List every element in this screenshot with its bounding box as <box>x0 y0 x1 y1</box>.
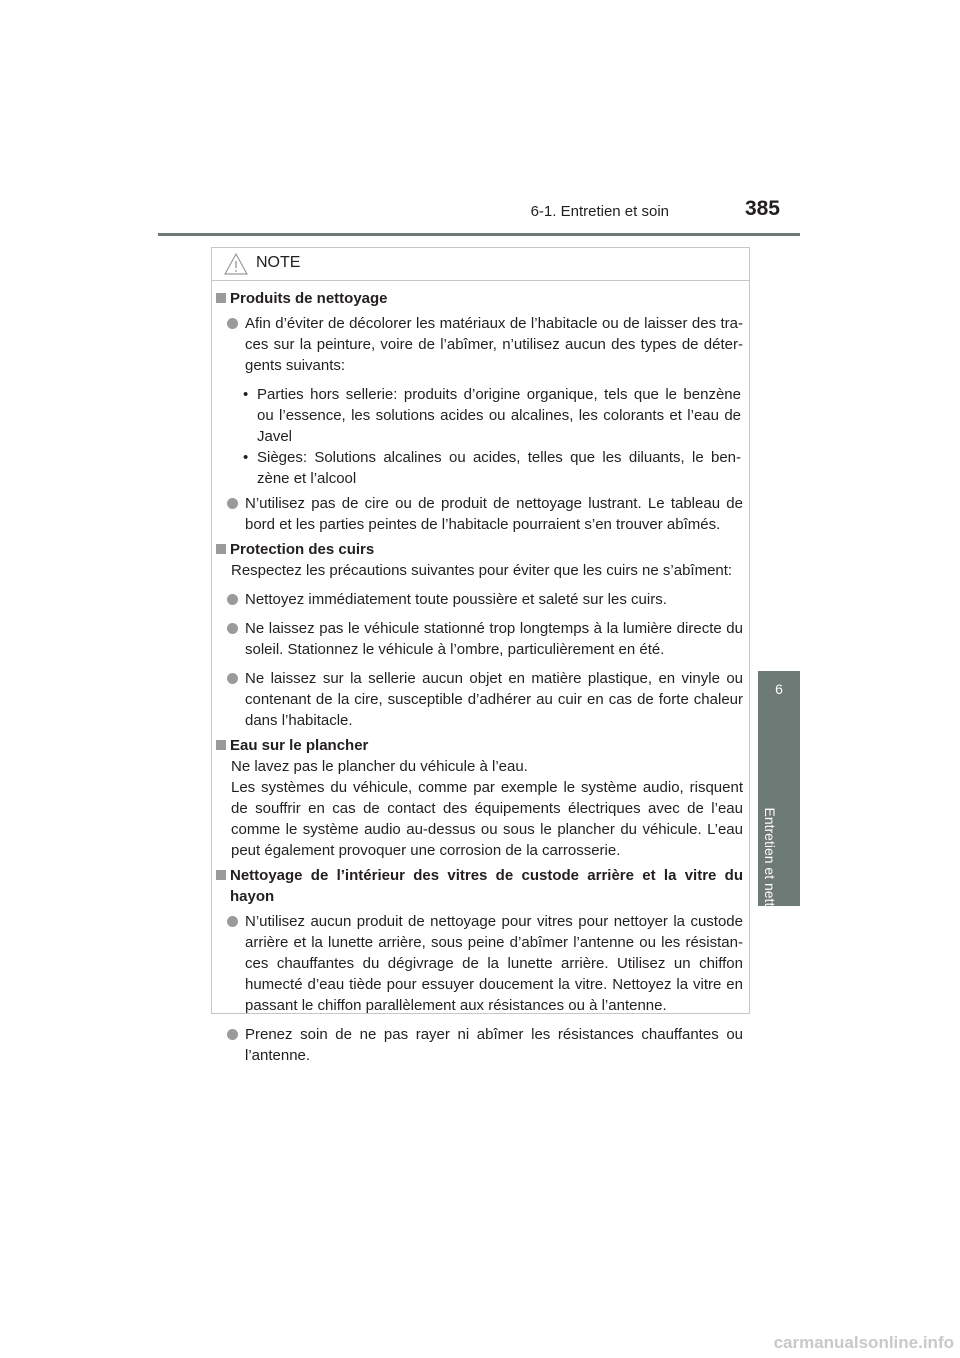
chapter-tab-number: 6 <box>775 681 783 697</box>
sub-list-item-text: Sièges: Solutions alcalines ou acides, telles que les diluants, le ben-zène et l’alcool <box>257 449 741 487</box>
square-bullet-icon <box>216 293 226 303</box>
paragraph: Respectez les précautions suivantes pour éviter que les cuirs ne s’abîment: <box>231 562 733 579</box>
list-item-text: N’utilisez aucun produit de nettoyage pour vitres pour nettoyer la custode arrière et la lunette arrière, sous peine d’abîmer l’antenne ou les résistan-ces chauffantes du dégivrage de la lunette arrière. Utilisez un chiffon humecté d’eau tiède pour essuyer doucement la vitre. Nettoyez la vitre en passant le chiffon parallèlement aux résistances ou à l’antenne. <box>245 913 743 1014</box>
section-heading <box>212 735 751 756</box>
section-heading <box>212 539 751 560</box>
section-heading <box>212 288 751 309</box>
list-item-text: Ne laissez sur la sellerie aucun objet en matière plastique, en vinyle ou contenant de la cire, susceptible d’adhérer au cuir en cas de forte chaleur dans l’habitacle. <box>245 670 743 729</box>
list-item <box>212 1024 751 1066</box>
chapter-tab-label: Entretien et nettoyage <box>762 807 778 945</box>
note-title: NOTE <box>256 254 301 271</box>
header-divider <box>158 233 800 236</box>
section-title: 6-1. Entretien et soin <box>530 203 669 220</box>
square-bullet-icon <box>216 544 226 554</box>
paragraph: Ne lavez pas le plancher du véhicule à l’eau. <box>231 758 528 775</box>
sub-bullet-icon: • <box>243 449 249 466</box>
list-item-text: Nettoyez immédiatement toute poussière et saleté sur les cuirs. <box>245 591 667 608</box>
round-bullet-icon <box>227 498 238 509</box>
round-bullet-icon <box>227 1029 238 1040</box>
heading-text: Eau sur le plancher <box>230 737 369 754</box>
heading-text: Nettoyage de l’intérieur des vitres de custode arrière et la vitre du hayon <box>230 867 743 905</box>
list-item-text: Prenez soin de ne pas rayer ni abîmer les résistances chauffantes ou l’antenne. <box>245 1026 743 1064</box>
round-bullet-icon <box>227 623 238 634</box>
warning-triangle-icon <box>224 253 248 275</box>
sub-list-item <box>212 384 751 447</box>
sub-bullet-icon: • <box>243 386 249 403</box>
list-item <box>212 589 751 610</box>
round-bullet-icon <box>227 673 238 684</box>
square-bullet-icon <box>216 870 226 880</box>
sub-list-item <box>212 447 751 489</box>
list-item-text: Afin d’éviter de décolorer les matériaux de l’habitacle ou de laisser des tra-ces sur la peinture, voire de l’abîmer, n’utilisez aucun des types de déter-gents suivants: <box>245 315 743 374</box>
round-bullet-icon <box>227 916 238 927</box>
watermark-text: carmanualsonline.info <box>773 1333 954 1352</box>
list-item <box>212 493 751 535</box>
section-heading <box>212 865 751 907</box>
page-number: 385 <box>744 197 780 220</box>
round-bullet-icon <box>227 594 238 605</box>
list-item <box>212 618 751 660</box>
square-bullet-icon <box>216 740 226 750</box>
list-item <box>212 911 751 1016</box>
heading-text: Protection des cuirs <box>230 541 375 558</box>
list-item <box>212 313 751 376</box>
paragraph: Les systèmes du véhicule, comme par exemple le système audio, risquent de souffrir en cas de contact des équipements électriques avec de l’eau comme le système audio au-dessus ou sous le plancher du véhicule. L’eau peut également provoquer une corrosion de la carrosserie. <box>231 779 743 859</box>
heading-text: Produits de nettoyage <box>230 290 388 307</box>
note-header <box>212 248 749 281</box>
list-item <box>212 668 751 731</box>
list-item-text: Ne laissez pas le véhicule stationné trop longtemps à la lumière directe du soleil. Stationnez le véhicule à l’ombre, particulièrement en été. <box>245 620 743 658</box>
note-content <box>212 286 751 1066</box>
round-bullet-icon <box>227 318 238 329</box>
note-box <box>211 247 750 1064</box>
list-item-text: N’utilisez pas de cire ou de produit de nettoyage lustrant. Le tableau de bord et les parties peintes de l’habitacle pourraient s’en trouver abîmés. <box>245 495 743 533</box>
sub-list-item-text: Parties hors sellerie: produits d’origine organique, tels que le benzène ou l’essence, les solutions acides ou alcalines, les colorants et l’eau de Javel <box>257 386 741 445</box>
